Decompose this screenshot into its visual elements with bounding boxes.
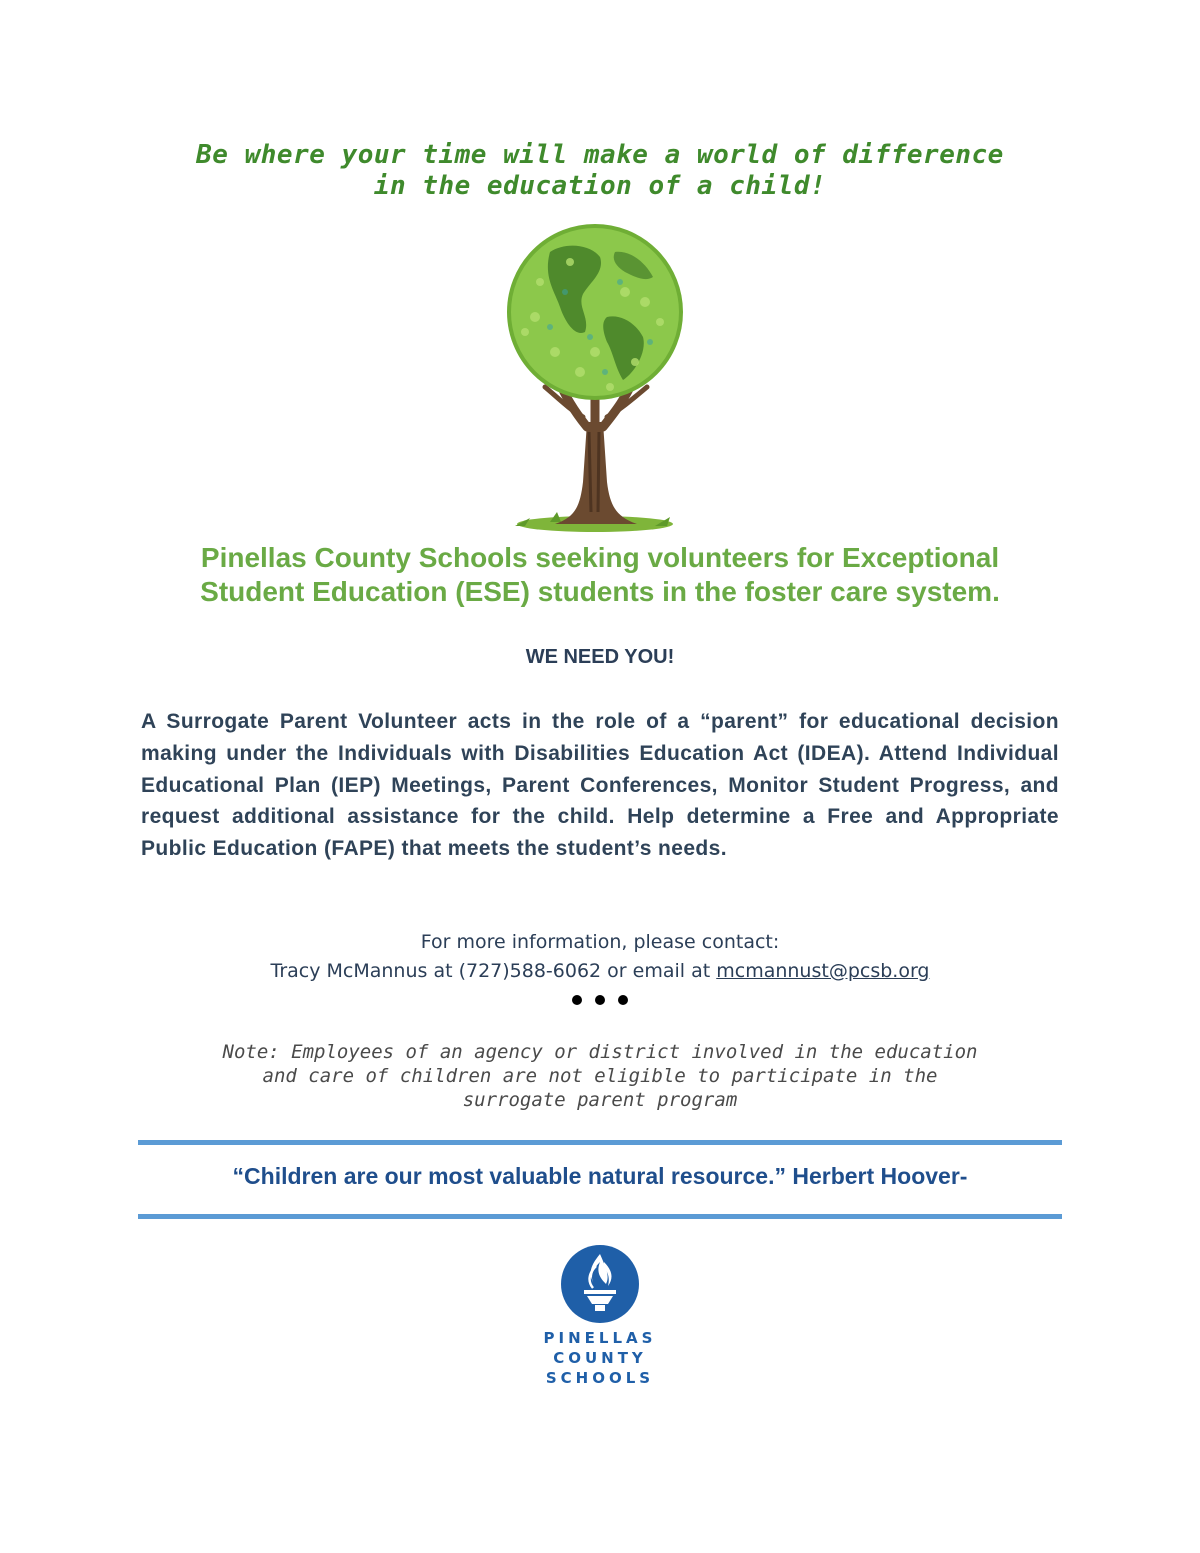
logo-text bbox=[520, 1328, 680, 1388]
torch-flame-icon bbox=[560, 1244, 640, 1324]
contact-line-2 bbox=[200, 957, 1000, 986]
contact-email-link[interactable]: mcmannust@pcsb.org bbox=[716, 960, 930, 982]
top-divider bbox=[138, 1140, 1062, 1145]
tagline bbox=[100, 140, 1100, 202]
headline-line-1: Pinellas County Schools seeking volunteers for Exceptional bbox=[200, 542, 1000, 573]
bottom-divider bbox=[138, 1214, 1062, 1219]
tagline-line-1: Be where your time will make a world of difference bbox=[196, 140, 1004, 170]
contact-info bbox=[200, 928, 1000, 986]
pinellas-county-schools-logo bbox=[520, 1244, 680, 1394]
logo-line-1: PINELLAS bbox=[543, 1329, 657, 1347]
eligibility-note bbox=[100, 1040, 1100, 1112]
separator-dots bbox=[565, 990, 635, 1010]
note-line-1: Note: Employees of an agency or district involved in the education bbox=[222, 1041, 978, 1063]
hoover-quote: “Children are our most valuable natural resource.” Herbert Hoover- bbox=[232, 1163, 968, 1189]
surrogate-parent-description: A Surrogate Parent Volunteer acts in the role of a “parent” for educational decision making under the Individuals with Disabilities Education Act (IDEA). Attend Individual Educational Plan (IEP) Meetings, Parent Conferences, Monitor Student Progress, and request additional assistance for the child. Help determine a Free and Appropriate Public Education (FAPE) that meets the student’s needs. bbox=[141, 710, 1059, 861]
contact-name-phone: Tracy McMannus at (727)588-6062 or email at bbox=[270, 960, 717, 982]
contact-line-1: For more information, please contact: bbox=[420, 931, 780, 953]
tagline-line-2: in the education of a child! bbox=[373, 171, 827, 201]
logo-line-3: SCHOOLS bbox=[545, 1369, 655, 1387]
headline-line-2: Student Education (ESE) students in the foster care system. bbox=[200, 576, 1000, 607]
globe-tree-illustration bbox=[495, 222, 695, 537]
note-line-2: and care of children are not eligible to participate in the bbox=[262, 1065, 938, 1087]
note-line-3: surrogate parent program bbox=[462, 1089, 738, 1111]
headline bbox=[120, 541, 1080, 609]
logo-line-2: COUNTY bbox=[553, 1349, 647, 1367]
we-need-you-heading: WE NEED YOU! bbox=[525, 646, 675, 668]
